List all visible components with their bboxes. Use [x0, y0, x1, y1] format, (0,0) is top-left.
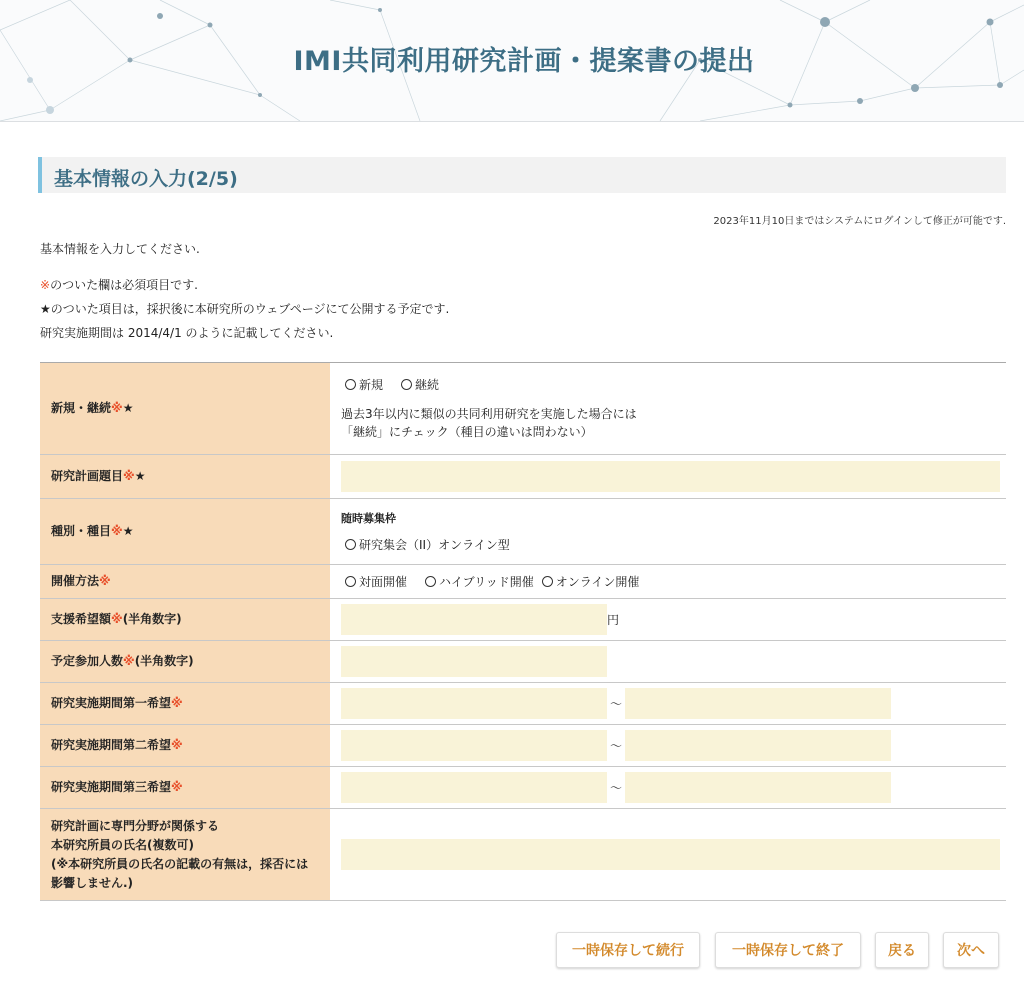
yen-unit: 円 — [607, 613, 620, 627]
form-row-staff — [40, 809, 1006, 901]
radio-circle-icon[interactable] — [425, 576, 436, 587]
range-separator: 〜 — [609, 697, 622, 711]
radio-circle-icon[interactable] — [401, 379, 412, 390]
field-label-period2: 研究実施期間第二希望※ — [40, 725, 330, 767]
intro-instruction: 基本情報を入力してください. — [40, 242, 200, 256]
participants-input[interactable] — [341, 646, 607, 677]
field-label-category: 種別・種目※★ — [40, 499, 330, 565]
section-header — [38, 157, 1006, 193]
page-title: IMI共同利用研究計画・提案書の提出 — [293, 46, 755, 77]
period2-end-input[interactable] — [625, 730, 891, 761]
radio-circle-icon[interactable] — [345, 379, 356, 390]
field-label-period3: 研究実施期間第三希望※ — [40, 767, 330, 809]
next-button[interactable]: 次へ — [943, 932, 999, 968]
form-row-period2 — [40, 725, 1006, 767]
amount-input[interactable] — [341, 604, 607, 635]
form-row-type — [40, 363, 1006, 455]
intro-required-note — [40, 276, 198, 293]
period1-end-input[interactable] — [625, 688, 891, 719]
field-label-staff: 研究計画に専門分野が関係する 本研究所員の氏名(複数可) (※本研究所員の氏名の記載の有無は，採否には 影響しません.) — [40, 809, 330, 901]
radio-circle-icon[interactable] — [345, 576, 356, 587]
required-note-text: のついた欄は必須項目です. — [50, 278, 198, 292]
save-continue-button[interactable]: 一時保存して続行 — [556, 932, 700, 968]
form-row-period3 — [40, 767, 1006, 809]
range-separator: 〜 — [609, 739, 622, 753]
radio-circle-icon[interactable] — [542, 576, 553, 587]
section-title: 基本情報の入力(2/5) — [54, 168, 238, 190]
field-label-participants: 予定参加人数※(半角数字) — [40, 641, 330, 683]
save-exit-button[interactable]: 一時保存して終了 — [715, 932, 861, 968]
staff-names-input[interactable] — [341, 839, 1000, 870]
form-row-amount — [40, 599, 1006, 641]
period3-end-input[interactable] — [625, 772, 891, 803]
form-row-title — [40, 455, 1006, 499]
required-mark: ※ — [40, 278, 51, 292]
range-separator: 〜 — [609, 781, 622, 795]
category-group-label: 随時募集枠 — [341, 512, 396, 525]
basic-info-form — [40, 362, 1006, 901]
radio-hybrid[interactable]: ハイブリッド開催 — [421, 573, 534, 590]
field-label-type: 新規・継続※★ — [40, 363, 330, 455]
title-input[interactable] — [341, 461, 1000, 492]
form-row-participants — [40, 641, 1006, 683]
period3-start-input[interactable] — [341, 772, 607, 803]
period1-start-input[interactable] — [341, 688, 607, 719]
radio-in-person[interactable]: 対面開催 — [341, 573, 407, 590]
radio-circle-icon[interactable] — [345, 539, 356, 550]
period2-start-input[interactable] — [341, 730, 607, 761]
intro-date-format-note: 研究実施期間は 2014/4/1 のように記載してください. — [40, 326, 334, 340]
field-label-title: 研究計画題目※★ — [40, 455, 330, 499]
type-note-line1: 過去3年以内に類似の共同利用研究を実施した場合には — [341, 407, 637, 421]
intro-star-note: ★のついた項目は，採択後に本研究所のウェブページにて公開する予定です. — [40, 302, 450, 316]
field-label-amount: 支援希望額※(半角数字) — [40, 599, 330, 641]
form-row-category — [40, 499, 1006, 565]
form-row-period1 — [40, 683, 1006, 725]
radio-continuation[interactable]: 継続 — [397, 376, 439, 393]
field-label-method: 開催方法※ — [40, 565, 330, 599]
type-note-line2: 「継続」にチェック（種目の違いは問わない） — [341, 425, 593, 439]
field-label-period1: 研究実施期間第一希望※ — [40, 683, 330, 725]
radio-online[interactable]: オンライン開催 — [538, 573, 640, 590]
radio-new[interactable]: 新規 — [341, 376, 383, 393]
page-header — [0, 0, 1024, 122]
form-row-method — [40, 565, 1006, 599]
radio-online-workshop[interactable]: 研究集会（II）オンライン型 — [341, 536, 510, 553]
back-button[interactable]: 戻る — [875, 932, 929, 968]
deadline-note: 2023年11月10日まではシステムにログインして修正が可能です. — [713, 216, 1006, 227]
